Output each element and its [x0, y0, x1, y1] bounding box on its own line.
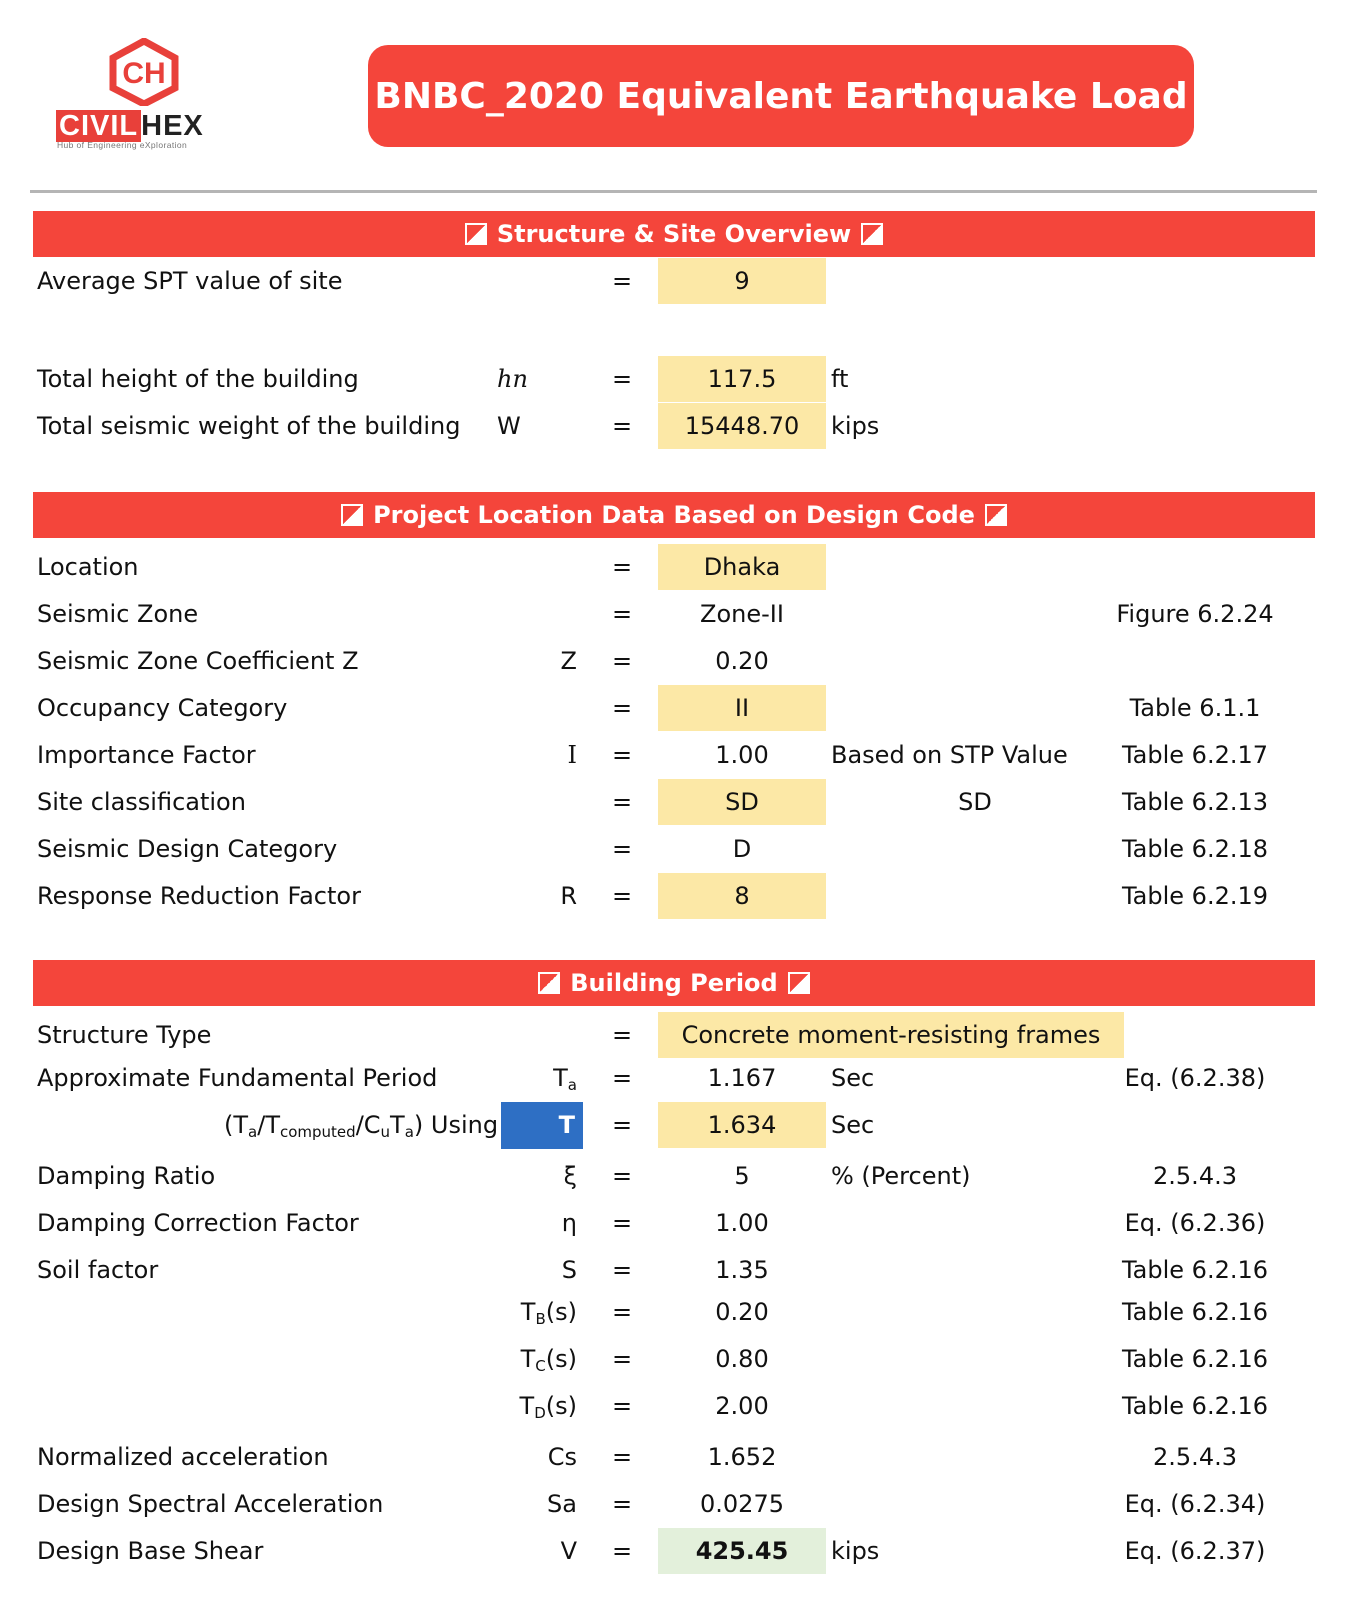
zcoef-value: 0.20	[715, 647, 769, 675]
equals-sign: =	[612, 882, 633, 910]
equals-sign: =	[612, 1443, 633, 1471]
expand-icon	[341, 504, 363, 526]
sdc-label: Seismic Design Category	[37, 835, 338, 863]
equals-sign: =	[612, 1345, 633, 1373]
divider	[30, 190, 1317, 193]
occupancy-label: Occupancy Category	[37, 694, 288, 722]
tb-symbol: $T_B(s)$	[520, 1298, 577, 1328]
svg-text:CH: CH	[122, 57, 166, 90]
civilhex-logo-icon	[108, 38, 180, 106]
location-input[interactable]: Dhaka	[658, 544, 826, 590]
sa-label: Design Spectral Acceleration	[37, 1490, 384, 1518]
td-value: 2.00	[715, 1392, 769, 1420]
damping-symbol: ξ	[563, 1162, 577, 1190]
base-shear-symbol: V	[560, 1537, 577, 1565]
approx-period-ref: Eq. (6.2.38)	[1124, 1064, 1266, 1092]
equals-sign: =	[612, 694, 633, 722]
base-shear-label: Design Base Shear	[37, 1537, 264, 1565]
equals-sign: =	[612, 267, 633, 295]
weight-symbol: W	[497, 412, 521, 440]
approx-period-label: Approximate Fundamental Period	[37, 1064, 438, 1092]
importance-symbol: I	[567, 741, 577, 769]
equals-sign: =	[612, 412, 633, 440]
site-label: Site classification	[37, 788, 246, 816]
section-title: Building Period	[570, 969, 778, 997]
brand-tagline: Hub of Engineering eXploration	[57, 140, 188, 150]
height-input[interactable]: 117.5	[658, 356, 826, 402]
zone-ref: Figure 6.2.24	[1116, 600, 1274, 628]
importance-value: 1.00	[715, 741, 769, 769]
sa-value: 0.0275	[700, 1490, 784, 1518]
approx-period-value: 1.167	[707, 1064, 777, 1092]
structure-type-select[interactable]: Concrete moment-resisting frames	[658, 1012, 1124, 1058]
equals-sign: =	[612, 788, 633, 816]
dcf-value: 1.00	[715, 1209, 769, 1237]
spt-input[interactable]: 9	[658, 258, 826, 304]
equals-sign: =	[612, 1064, 633, 1092]
height-label: Total height of the building	[37, 365, 359, 393]
height-symbol: hn	[497, 365, 528, 393]
site-note: SD	[958, 788, 992, 816]
zone-value: Zone-II	[700, 600, 784, 628]
weight-label: Total seismic weight of the building	[37, 412, 461, 440]
occupancy-input[interactable]: II	[658, 685, 826, 731]
equals-sign: =	[612, 600, 633, 628]
section-title: Structure & Site Overview	[496, 220, 852, 248]
structure-label: Structure Type	[37, 1021, 212, 1049]
section-header-location	[33, 492, 1315, 538]
rfactor-label: Response Reduction Factor	[37, 882, 361, 910]
expand-icon	[788, 972, 810, 994]
weight-input[interactable]: 15448.70	[658, 403, 826, 449]
soil-ref: Table 6.2.16	[1121, 1256, 1269, 1284]
sa-ref: Eq. (6.2.34)	[1124, 1490, 1266, 1518]
period-using-label: $(T_a/T_{computed}/C_uT_a)$ Using	[224, 1111, 499, 1141]
td-symbol: $T_D(s)$	[519, 1392, 577, 1422]
cs-value: 1.652	[707, 1443, 777, 1471]
cs-label: Normalized acceleration	[37, 1443, 329, 1471]
tc-symbol: $T_C(s)$	[520, 1345, 577, 1375]
cs-symbol: Cs	[547, 1443, 577, 1471]
sa-symbol: Sa	[547, 1490, 577, 1518]
damping-unit: % (Percent)	[831, 1162, 971, 1190]
section-title: Project Location Data Based on Design Code	[373, 501, 975, 529]
importance-note: Based on STP Value	[831, 741, 1068, 769]
soil-value: 1.35	[715, 1256, 769, 1284]
brand-name-civil: CIVIL	[56, 110, 141, 142]
dcf-symbol: η	[561, 1209, 577, 1237]
damping-value: 5	[734, 1162, 750, 1190]
tc-value: 0.80	[715, 1345, 769, 1373]
equals-sign: =	[612, 365, 633, 393]
weight-unit: kips	[831, 412, 880, 440]
equals-sign: =	[612, 553, 633, 581]
base-shear-result: 425.45	[658, 1528, 826, 1574]
equals-sign: =	[612, 1490, 633, 1518]
tb-ref: Table 6.2.16	[1121, 1298, 1269, 1326]
period-selector-button[interactable]: T	[501, 1102, 583, 1149]
sdc-value: D	[732, 835, 752, 863]
rfactor-ref: Table 6.2.19	[1121, 882, 1269, 910]
equals-sign: =	[612, 647, 633, 675]
equals-sign: =	[612, 1111, 633, 1139]
equals-sign: =	[612, 1162, 633, 1190]
sdc-ref: Table 6.2.18	[1121, 835, 1269, 863]
section-header-period	[33, 960, 1315, 1006]
height-unit: ft	[831, 365, 849, 393]
base-shear-ref: Eq. (6.2.37)	[1124, 1537, 1266, 1565]
cs-ref: 2.5.4.3	[1153, 1443, 1237, 1471]
site-ref: Table 6.2.13	[1121, 788, 1269, 816]
damping-label: Damping Ratio	[37, 1162, 216, 1190]
equals-sign: =	[612, 1209, 633, 1237]
rfactor-symbol: R	[560, 882, 577, 910]
equals-sign: =	[612, 835, 633, 863]
site-input[interactable]: SD	[658, 779, 826, 825]
tb-value: 0.20	[715, 1298, 769, 1326]
zcoef-symbol: Z	[560, 647, 577, 675]
equals-sign: =	[612, 1256, 633, 1284]
expand-icon	[538, 972, 560, 994]
dcf-label: Damping Correction Factor	[37, 1209, 359, 1237]
zcoef-label: Seismic Zone Coefficient Z	[37, 647, 359, 675]
dcf-ref: Eq. (6.2.36)	[1124, 1209, 1266, 1237]
td-ref: Table 6.2.16	[1121, 1392, 1269, 1420]
location-label: Location	[37, 553, 139, 581]
approx-period-symbol: $T_a$	[553, 1064, 577, 1094]
equals-sign: =	[612, 741, 633, 769]
soil-symbol: S	[561, 1256, 577, 1284]
expand-icon	[861, 223, 883, 245]
spt-label: Average SPT value of site	[37, 267, 343, 295]
approx-period-unit: Sec	[831, 1064, 875, 1092]
importance-ref: Table 6.2.17	[1121, 741, 1269, 769]
page-title: BNBC_2020 Equivalent Earthquake Load	[368, 45, 1194, 147]
zone-label: Seismic Zone	[37, 600, 199, 628]
equals-sign: =	[612, 1298, 633, 1326]
equals-sign: =	[612, 1021, 633, 1049]
rfactor-input[interactable]: 8	[658, 873, 826, 919]
equals-sign: =	[612, 1537, 633, 1565]
damping-ref: 2.5.4.3	[1153, 1162, 1237, 1190]
brand-name-hex: HEX	[141, 110, 204, 142]
base-shear-unit: kips	[831, 1537, 880, 1565]
section-header-overview	[33, 211, 1315, 257]
period-used-value[interactable]: 1.634	[658, 1102, 826, 1148]
tc-ref: Table 6.2.16	[1121, 1345, 1269, 1373]
importance-label: Importance Factor	[37, 741, 256, 769]
period-used-unit: Sec	[831, 1111, 875, 1139]
brand-wordmark	[56, 112, 204, 140]
occupancy-ref: Table 6.1.1	[1129, 694, 1261, 722]
equals-sign: =	[612, 1392, 633, 1420]
expand-icon	[985, 504, 1007, 526]
expand-icon	[465, 223, 487, 245]
soil-label: Soil factor	[37, 1256, 159, 1284]
